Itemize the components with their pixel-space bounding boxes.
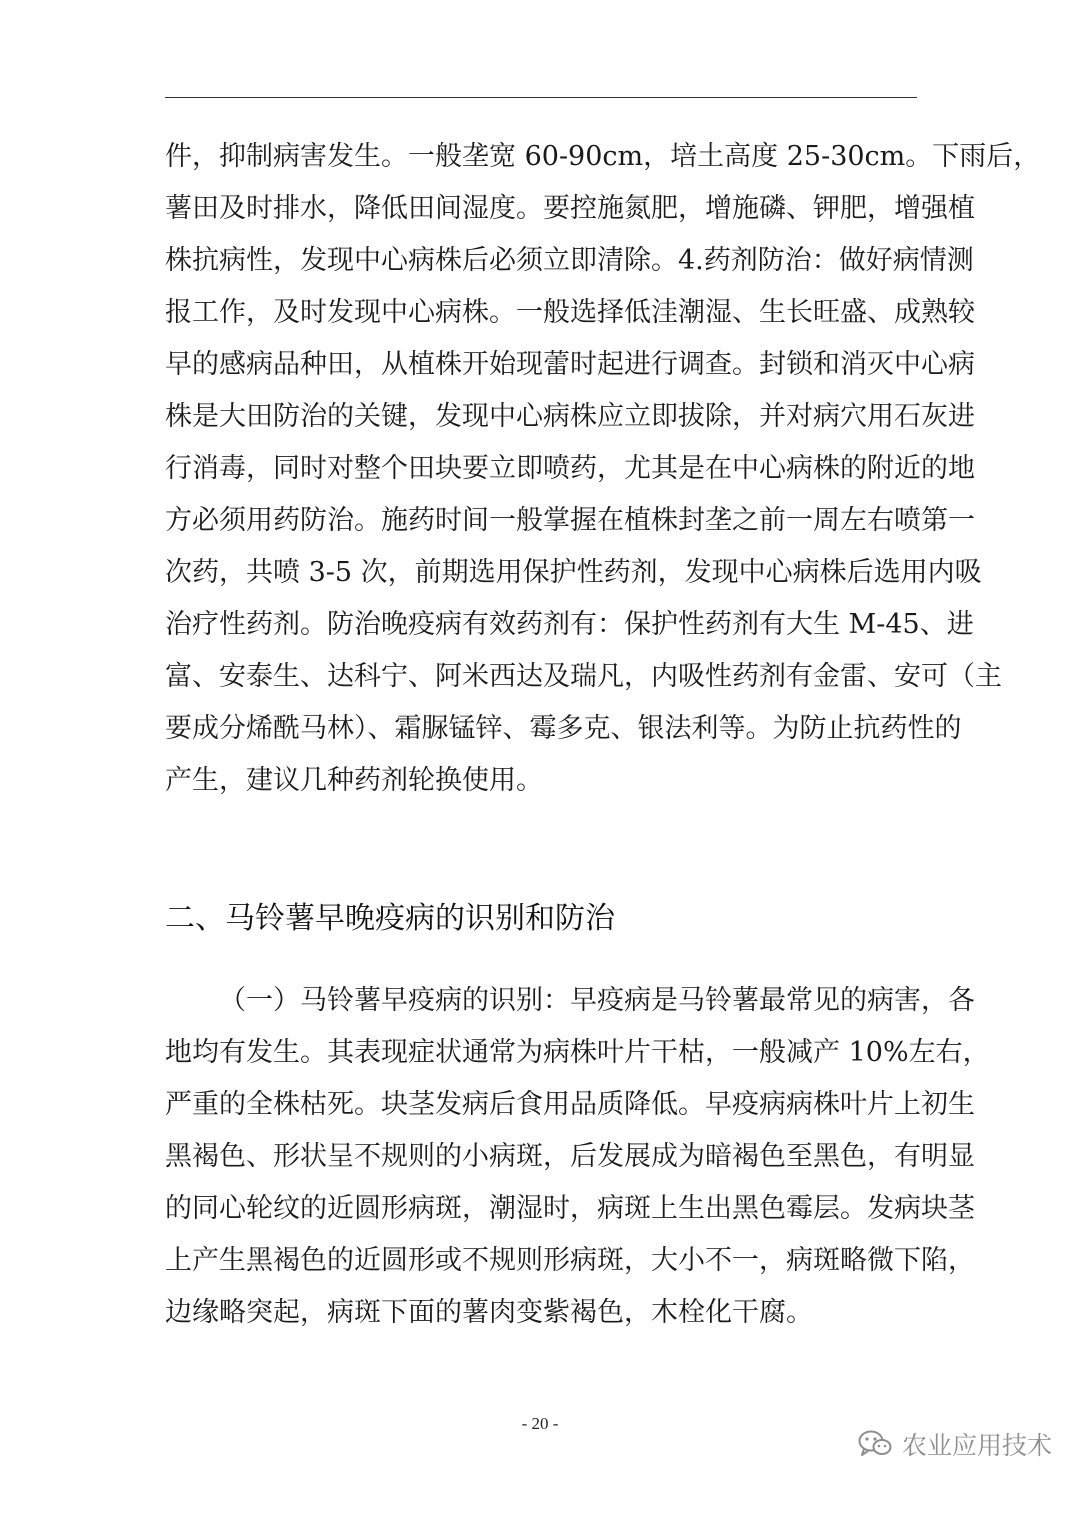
text-line: 治疗性药剂。防治晚疫病有效药剂有：保护性药剂有大生 M-45、进 [165, 609, 974, 640]
text-line: 次药，共喷 3-5 次，前期选用保护性药剂，发现中心病株后选用内吸 [165, 557, 982, 588]
paragraph-continuation [165, 131, 1041, 807]
text-line: 富、安泰生、达科宁、阿米西达及瑞凡，内吸性药剂有金雷、安可（主 [165, 661, 1002, 692]
text-line: 件，抑制病害发生。一般垄宽 60-90cm，培土高度 25-30cm。下雨后， [165, 141, 1041, 172]
text-line: 早的感病品种田，从植株开始现蕾时起进行调查。封锁和消灭中心病 [165, 349, 975, 380]
section-heading: 二、马铃薯早晚疫病的识别和防治 [165, 901, 615, 936]
page-number: - 20 - [521, 1414, 559, 1433]
header-rule [165, 97, 917, 98]
text-line: 行消毒，同时对整个田块要立即喷药，尤其是在中心病株的附近的地 [165, 453, 975, 484]
watermark [858, 1426, 1052, 1462]
text-line: 的同心轮纹的近圆形病斑，潮湿时，病斑上生出黑色霉层。发病块茎 [165, 1193, 975, 1224]
text-line: 株是大田防治的关键，发现中心病株应立即拔除，并对病穴用石灰进 [165, 401, 975, 432]
text-line: 要成分烯酰马林）、霜脲锰锌、霉多克、银法利等。为防止抗药性的 [165, 713, 962, 744]
wechat-icon [858, 1430, 892, 1458]
text-line: 株抗病性，发现中心病株后必须立即清除。4.药剂防治：做好病情测 [165, 245, 974, 276]
text-line: 严重的全株枯死。块茎发病后食用品质降低。早疫病病株叶片上初生 [165, 1089, 975, 1120]
text-line: 黑褐色、形状呈不规则的小病斑，后发展成为暗褐色至黑色，有明显 [165, 1141, 975, 1172]
text-line: 产生，建议几种药剂轮换使用。 [165, 765, 543, 796]
text-line: 边缘略突起，病斑下面的薯肉变紫褐色，木栓化干腐。 [165, 1297, 813, 1328]
text-line: 报工作，及时发现中心病株。一般选择低洼潮湿、生长旺盛、成熟较 [165, 297, 975, 328]
watermark-text: 农业应用技术 [901, 1431, 1052, 1460]
text-line: （一）马铃薯早疫病的识别：早疫病是马铃薯最常见的病害，各 [219, 985, 975, 1016]
text-line: 薯田及时排水，降低田间湿度。要控施氮肥，增施磷、钾肥，增强植 [165, 193, 975, 224]
text-line: 上产生黑褐色的近圆形或不规则形病斑，大小不一，病斑略微下陷， [165, 1245, 975, 1276]
text-line: 方必须用药防治。施药时间一般掌握在植株封垄之前一周左右喷第一 [165, 505, 975, 536]
text-line: 地均有发生。其表现症状通常为病株叶片干枯，一般减产 10%左右， [165, 1037, 990, 1068]
paragraph-early-blight [165, 975, 990, 1339]
